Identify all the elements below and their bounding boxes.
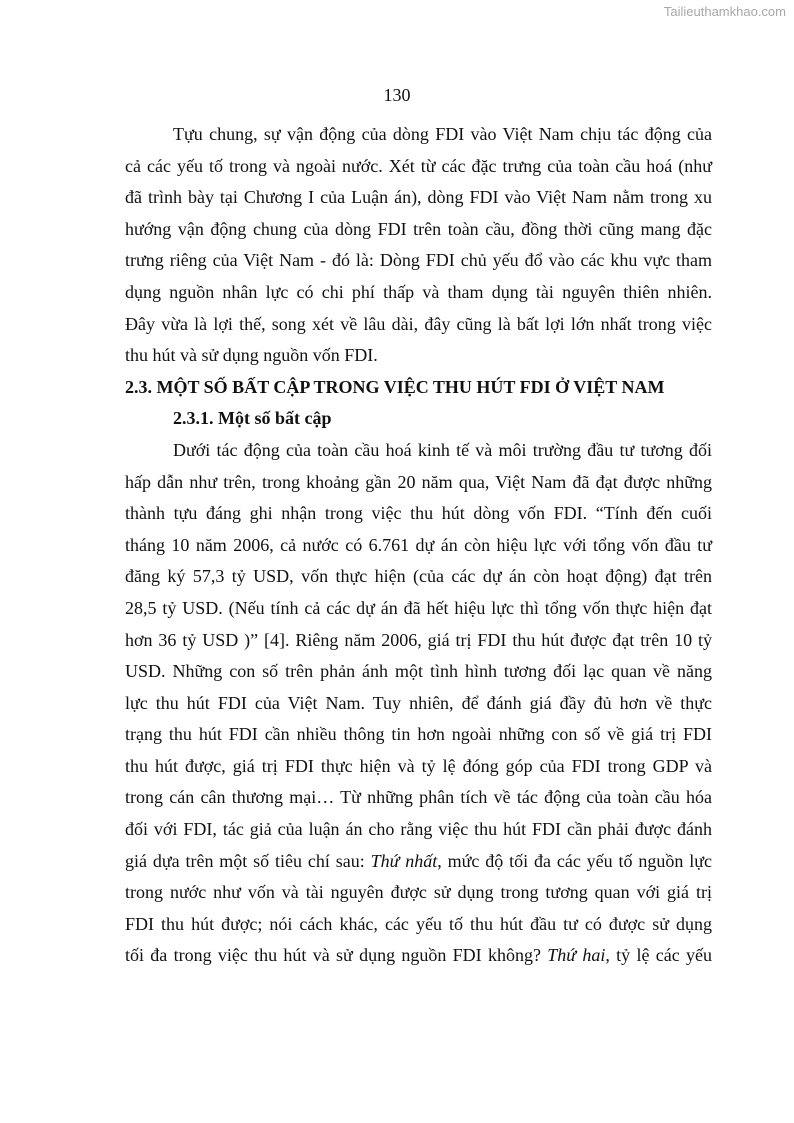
text-line: hơn 36 tỷ USD )” [4]. Riêng năm 2006, giá trị FDI thu hút được đạt trên 10 tỷ (125, 629, 712, 650)
text-line: cả các yếu tố trong và ngoài nước. Xét từ các đặc trưng của toàn cầu hoá (như (125, 155, 712, 176)
text-line: FDI thu hút được; nói cách khác, các yếu tố thu hút đầu tư có được sử dụng (125, 913, 712, 934)
text-line: hướng vận động chung của dòng FDI trên toàn cầu, đồng thời cũng mang đặc (125, 218, 712, 239)
text-line: tháng 10 năm 2006, cả nước có 6.761 dự án còn hiệu lực với tổng vốn đầu tư (125, 534, 712, 555)
text-line-criteria (125, 846, 712, 878)
text-line: 28,5 tỷ USD. (Nếu tính cả các dự án đã hết hiệu lực thì tổng vốn thực hiện đạt (125, 597, 712, 618)
text-line: hấp dẫn như trên, trong khoảng gần 20 năm qua, Việt Nam đã đạt được những (125, 471, 712, 492)
emphasis-first: Thứ nhất (370, 850, 438, 871)
text-segment: giá dựa trên một số tiêu chí sau: (125, 850, 371, 871)
text-line: trưng riêng của Việt Nam - đó là: Dòng FDI chủ yếu đổ vào các khu vực tham (125, 250, 712, 271)
text-segment: tối đa trong việc thu hút và sử dụng nguồn FDI không? (125, 945, 548, 966)
subsection-heading: 2.3.1. Một số bất cập (173, 408, 332, 429)
text-line: trong nước như vốn và tài nguyên được sử dụng trong tương quan với giá trị (125, 882, 712, 903)
text-line: dụng nguồn nhân lực có chi phí thấp và tham dụng tài nguyên thiên nhiên. (125, 281, 712, 302)
text-segment: , mức độ tối đa các yếu tố nguồn lực (437, 850, 712, 871)
text-line: đăng ký 57,3 tỷ USD, vốn thực hiện (của các dự án còn hoạt động) đạt trên (125, 566, 712, 587)
watermark: Tailieuthamkhao.com (663, 4, 786, 19)
text-segment: , tỷ lệ các yếu (605, 945, 712, 966)
text-line: trong cán cân thương mại… Từ những phân tích về tác động của toàn cầu hóa (125, 787, 712, 808)
paragraph-summary (125, 119, 712, 372)
paragraph-shortcomings (125, 435, 712, 972)
text-line: thành tựu đáng ghi nhận trong việc thu hút dòng vốn FDI. “Tính đến cuối (125, 503, 712, 524)
text-line: thu hút và sử dụng nguồn vốn FDI. (125, 345, 378, 366)
document-body (125, 119, 712, 972)
text-line: Dưới tác động của toàn cầu hoá kinh tế và môi trường đầu tư tương đối (173, 439, 712, 460)
text-line: thu hút được, giá trị FDI thực hiện và tỷ lệ đóng góp của FDI trong GDP và (125, 755, 712, 776)
text-line: đối với FDI, tác giả của luận án cho rằng việc thu hút FDI cần phải được đánh (125, 819, 712, 840)
text-line-last (125, 940, 712, 972)
text-line: đã trình bày tại Chương I của Luận án), dòng FDI vào Việt Nam nằm trong xu (125, 187, 712, 208)
section-heading: 2.3. MỘT SỐ BẤT CẬP TRONG VIỆC THU HÚT FDI Ở VIỆT NAM (125, 376, 665, 397)
text-line: Tựu chung, sự vận động của dòng FDI vào Việt Nam chịu tác động của (173, 124, 712, 144)
text-line: Đây vừa là lợi thế, song xét về lâu dài, đây cũng là bất lợi lớn nhất trong việc (125, 313, 712, 334)
page-number: 130 (383, 85, 411, 105)
text-line: lực thu hút FDI của Việt Nam. Tuy nhiên, để đánh giá đầy đủ hơn về thực (125, 692, 712, 713)
text-line: USD. Những con số trên phản ánh một tình hình tương đối lạc quan về năng (125, 661, 712, 682)
emphasis-second: Thứ hai (547, 945, 606, 966)
text-line: trạng thu hút FDI cần nhiều thông tin hơn ngoài những con số về giá trị FDI (125, 724, 712, 745)
